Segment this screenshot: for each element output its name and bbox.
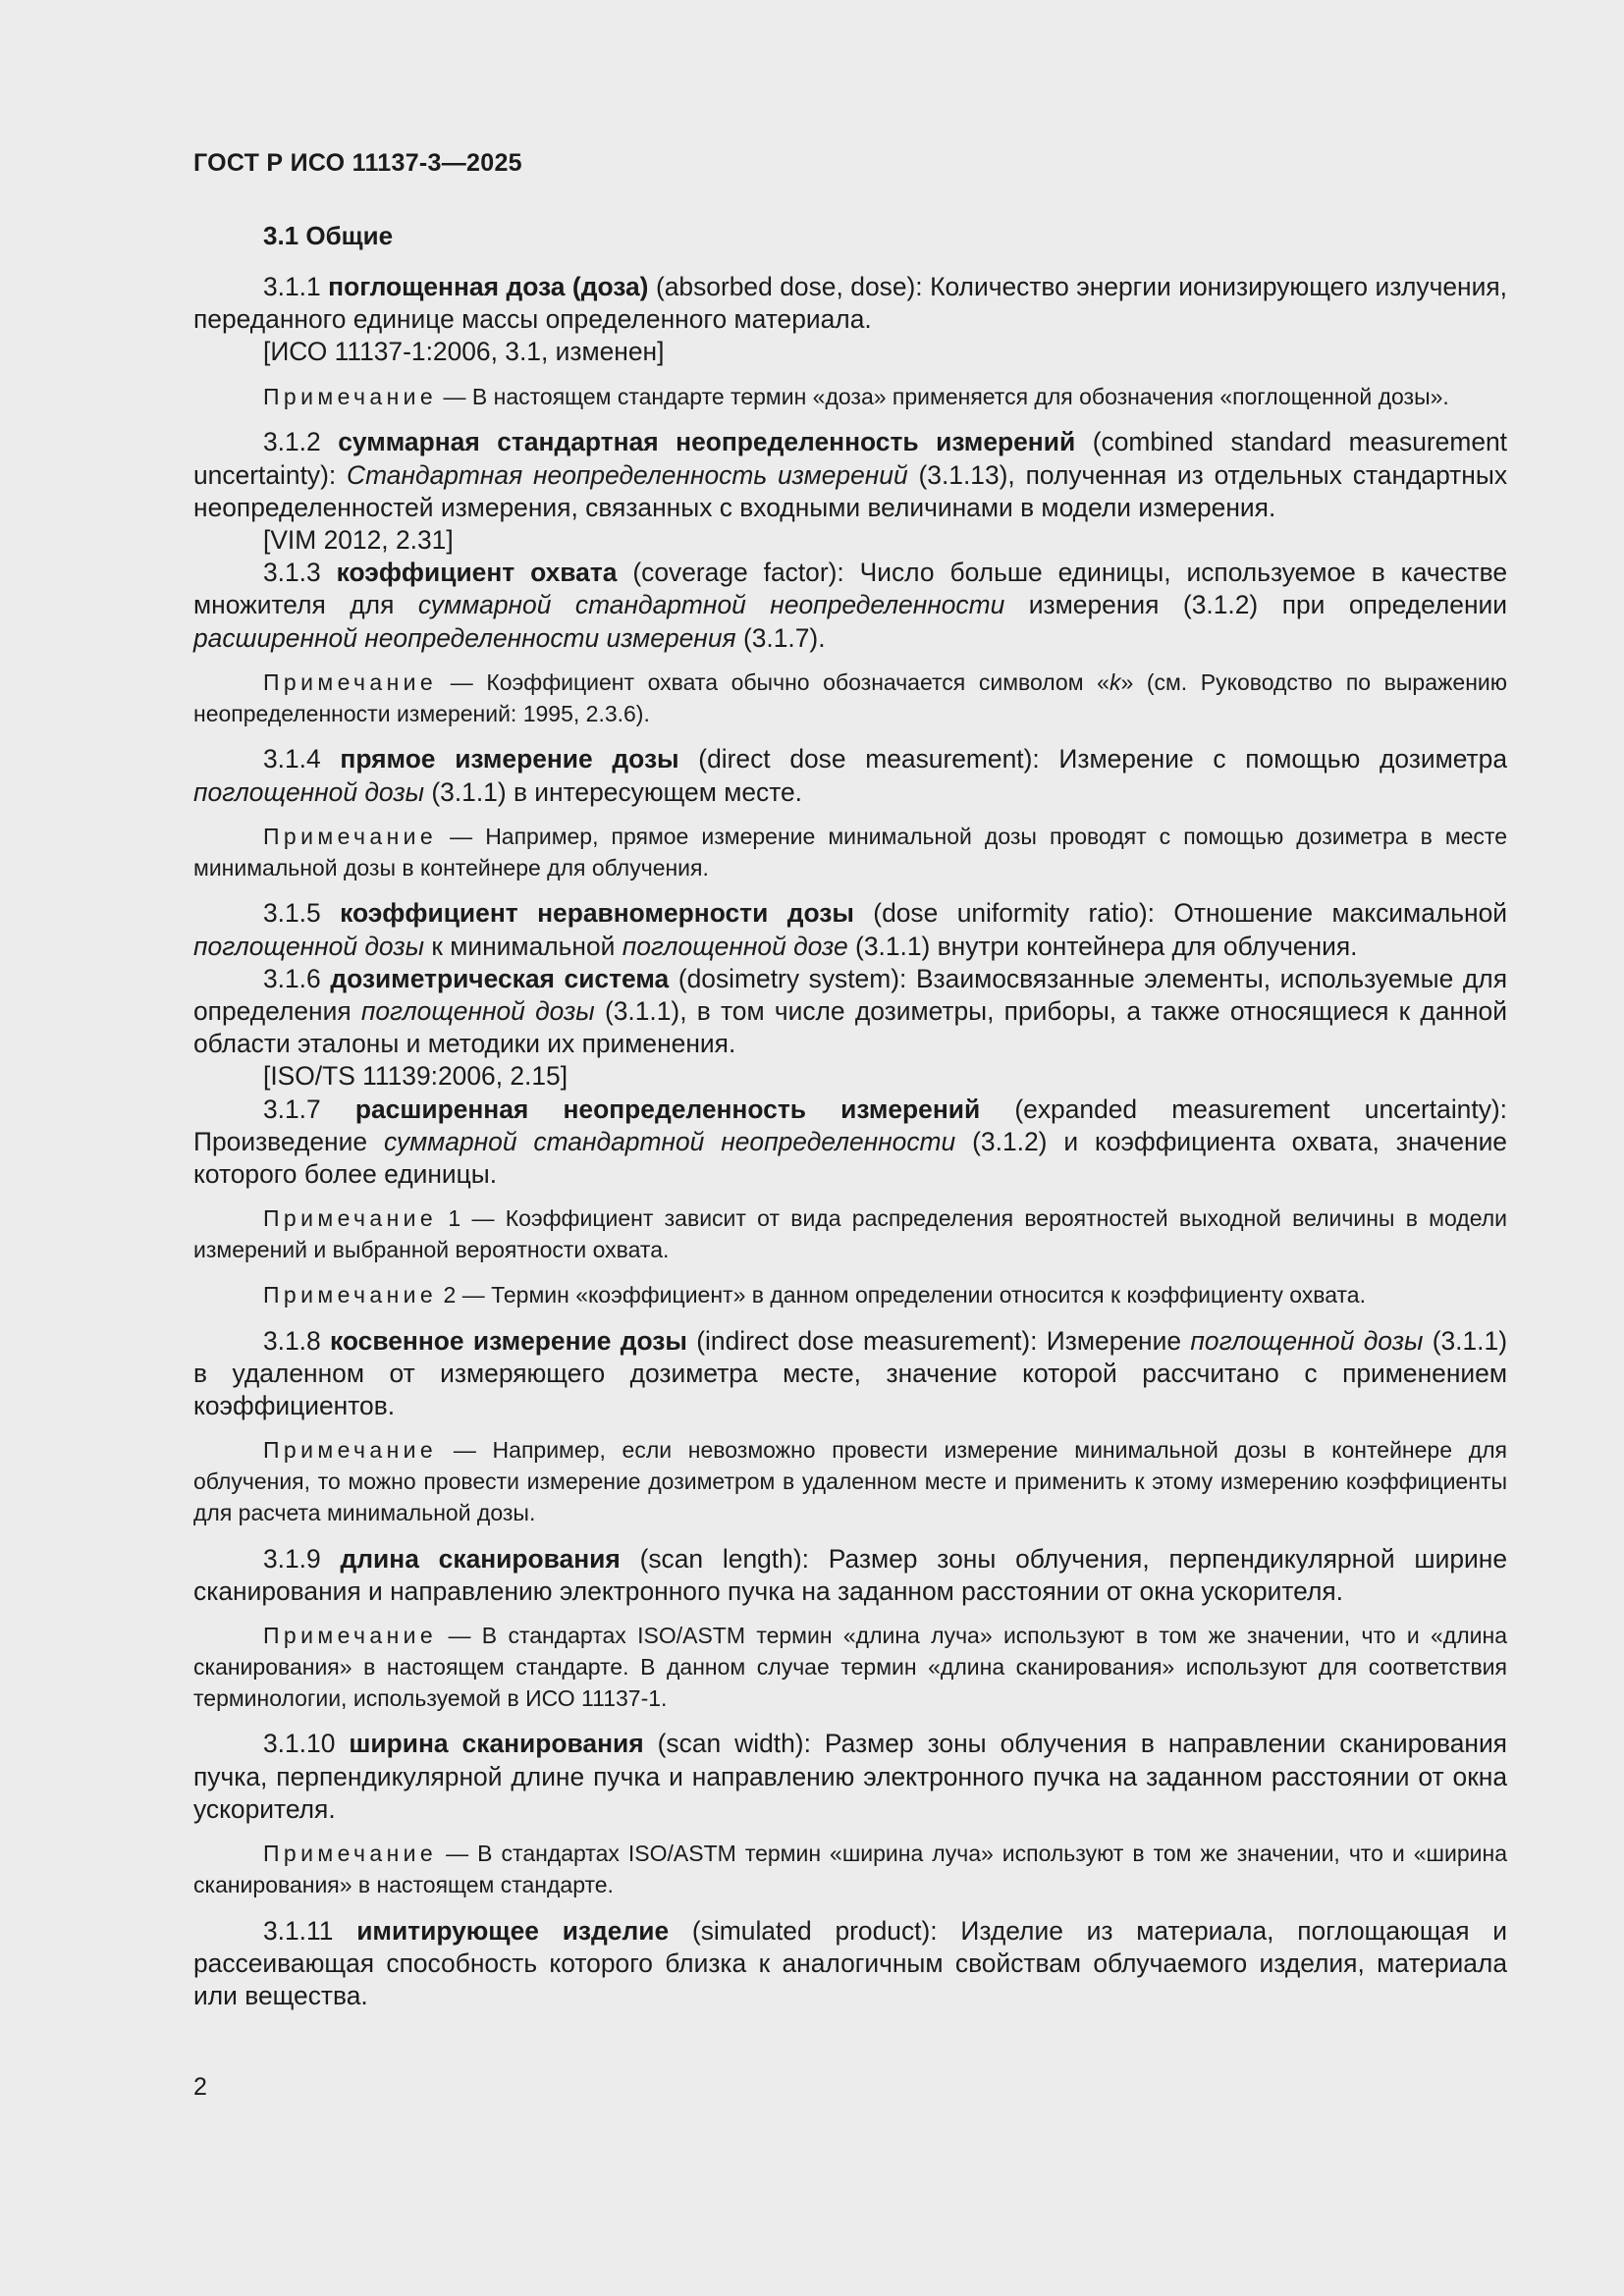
term-3-1-1: 3.1.1 поглощенная доза (доза) (absorbed dose, dose): Количество энергии ионизирующего излучения, переданного единице массы определенного материала. [193,272,1507,335]
term-3-1-10: 3.1.10 ширина сканирования (scan width): Размер зоны облучения в направлении сканирования пучка, перпендикулярной длине пучка и направлению электронного пучка на заданном расстоянии от окна ускорителя. [193,1729,1507,1824]
note: Примечание 2 — Термин «коэффициент» в данном определении относится к коэффициенту охвата. [263,1281,1366,1308]
term-3-1-2: 3.1.2 суммарная стандартная неопределенность измерений (combined standard measurement uncertainty): Стандартная неопределенность измерений (3.1.13), полученная из отдельных стандартных неопределенностей измерения, связанных с входными величинами в модели измерения. [193,427,1508,522]
note: Примечание — В стандартах ISO/ASTM термин «ширина луча» используют в том же значении, что и «ширина сканирования» в настоящем стандарте. [193,1841,1507,1897]
term-3-1-6: 3.1.6 дозиметрическая система (dosimetry system): Взаимосвязанные элементы, используемые для определения поглощенной дозы (3.1.1), в том числе дозиметры, приборы, а также относящиеся к данной области эталоны и методики их применения. [193,963,1507,1059]
reference: [ISO/TS 11139:2006, 2.15] [263,1061,568,1092]
term-name: длина сканирования [340,1543,621,1574]
term-name: расширенная неопределенность измерений [354,1094,981,1124]
term-name: поглощенная доза (доза) [328,272,649,301]
note: Примечание — В стандартах ISO/ASTM термин «длина луча» используют в том же значении, что и «длина сканирования» в настоящем стандарте. В данном случае термин «длина сканирования» используют для соответствия терминологии, используемой в ИСО 11137-1. [193,1623,1507,1711]
note: Примечание 1 — Коэффициент зависит от вида распределения вероятностей выходной величины в модели измерений и выбранной вероятности охвата. [193,1205,1507,1263]
term-name: косвенное измерение дозы [330,1325,687,1356]
term-name: коэффициент неравномерности дозы [340,898,854,929]
note: Примечание — В настоящем стандарте термин «доза» применяется для обозначения «поглощенной дозы». [263,383,1449,409]
document-header: ГОСТ Р ИСО 11137-3—2025 [193,149,522,177]
term-3-1-3: 3.1.3 коэффициент охвата (coverage factor): Число больше единицы, используемое в качестве множителя для суммарной стандартной неопределенности измерения (3.1.2) при определении расширенной неопределенности измерения (3.1.7). [193,558,1508,653]
term-3-1-5: 3.1.5 коэффициент неравномерности дозы (dose uniformity ratio): Отношение максимальной поглощенной дозы к минимальной поглощенной дозе (3.1.1) внутри контейнера для облучения. [193,898,1508,961]
term-name: суммарная стандартная неопределенность измерений [338,427,1076,457]
term-name: имитирующее изделие [356,1915,670,1946]
term-3-1-11: 3.1.11 имитирующее изделие (simulated product): Изделие из материала, поглощающая и рассеивающая способность которого близка к аналогичным свойствам облучаемого изделия, материала или вещества. [193,1915,1508,2011]
reference: [VIM 2012, 2.31] [263,525,454,556]
term-name: ширина сканирования [349,1729,644,1759]
note: Примечание — Например, прямое измерение минимальной дозы проводят с помощью дозиметра в месте минимальной дозы в контейнере для облучения. [193,823,1507,881]
term-name: коэффициент охвата [336,558,618,588]
document-page [193,147,1507,2012]
note: Примечание — Например, если невозможно провести измерение минимальной дозы в контейнере для облучения, то можно провести измерение дозиметром в удаленном месте и применить к этому измерению коэффициенты для расчета минимальной дозы. [193,1437,1507,1525]
page-number: 2 [193,2073,207,2101]
term-3-1-7: 3.1.7 расширенная неопределенность измерений (expanded measurement uncertainty): Произведение суммарной стандартной неопределенности (3.1.2) и коэффициента охвата, значение которого более единицы. [193,1094,1508,1190]
note: Примечание — Коэффициент охвата обычно обозначается символом «k» (см. Руководство по выражению неопределенности измерений: 1995, 2.3.6). [193,668,1507,726]
term-name: прямое измерение дозы [340,744,679,774]
term-3-1-8: 3.1.8 косвенное измерение дозы (indirect dose measurement): Измерение поглощенной дозы (3.1.1) в удаленном от измеряющего дозиметра месте, значение которой рассчитано с применением коэффициентов. [193,1325,1507,1421]
term-3-1-9: 3.1.9 длина сканирования (scan length): Размер зоны облучения, перпендикулярной ширине сканирования и направлению электронного пучка на заданном расстоянии от окна ускорителя. [193,1543,1508,1606]
reference: [ИСО 11137-1:2006, 3.1, изменен] [263,337,665,367]
section-title: 3.1 Общие [263,221,394,250]
term-name: дозиметрическая система [330,963,670,993]
term-3-1-4: 3.1.4 прямое измерение дозы (direct dose measurement): Измерение с помощью дозиметра поглощенной дозы (3.1.1) в интересующем месте. [193,744,1507,807]
